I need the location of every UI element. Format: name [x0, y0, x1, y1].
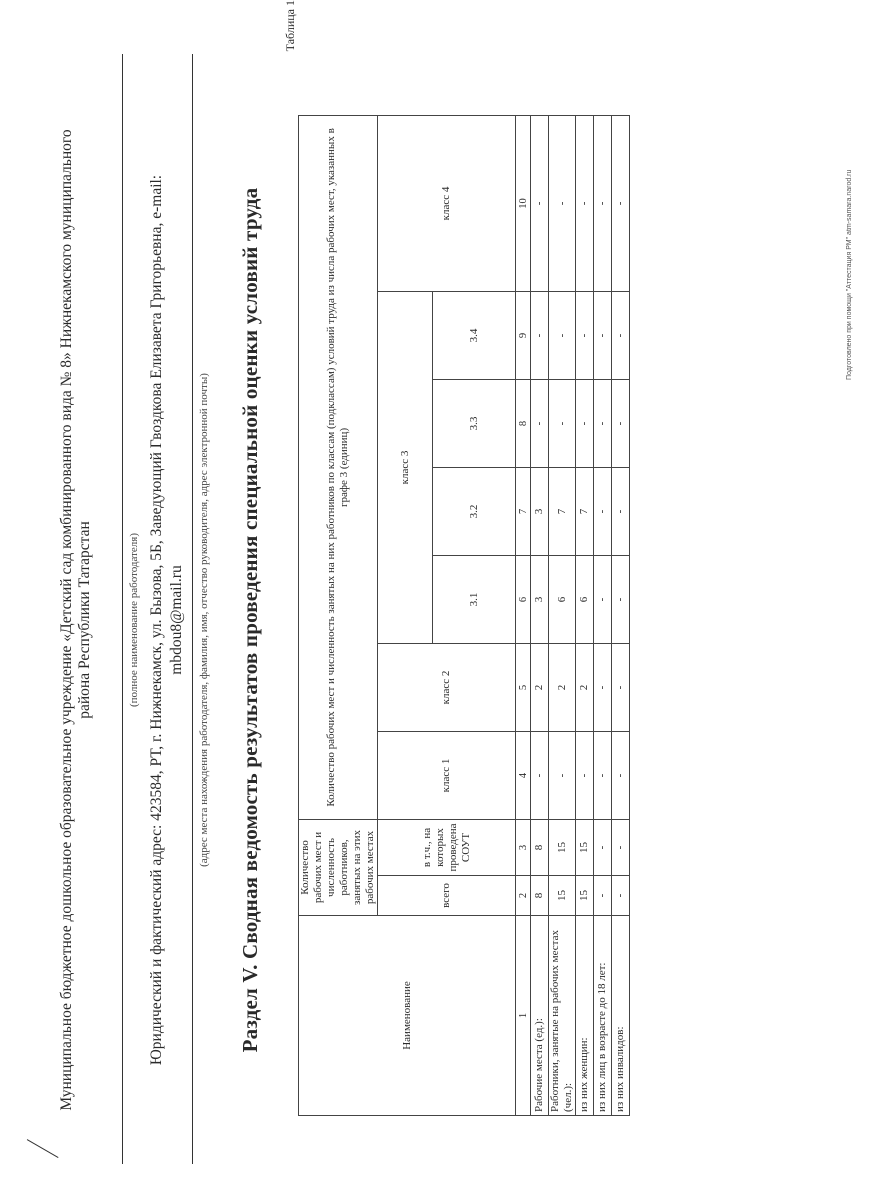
cell: - — [594, 379, 612, 467]
section-title: Раздел V. Сводная ведомость результатов проведения специальной оценки условий труда — [238, 187, 262, 1053]
table-row — [576, 115, 594, 1115]
cell: - — [594, 643, 612, 731]
header-class4: класс 4 — [378, 115, 516, 291]
cell: - — [531, 115, 549, 291]
cell: - — [576, 379, 594, 467]
cell: - — [594, 555, 612, 643]
cell: - — [531, 379, 549, 467]
cell: - — [594, 291, 612, 379]
cell: - — [612, 731, 630, 819]
org-name-line2: района Республики Татарстан — [76, 521, 93, 719]
header-sub34: 3.4 — [433, 291, 516, 379]
cell: - — [612, 555, 630, 643]
pen-mark — [27, 1139, 59, 1158]
cell: - — [612, 115, 630, 291]
header-count: Количество рабочих мест и численность работников, занятых на этих рабочих местах — [299, 819, 378, 915]
org-caption: (полное наименование работодателя) — [128, 532, 140, 708]
cell: 15 — [549, 876, 576, 916]
col-number: 8 — [516, 379, 531, 467]
header-classes: Количество рабочих мест и численность занятых на них работников по классам (подклассам) условий труда из числа рабочих мест, указанных в графе 3 (единиц) — [299, 115, 378, 819]
col-number: 2 — [516, 876, 531, 916]
cell: 7 — [549, 467, 576, 555]
header-name: Наименование — [299, 916, 516, 1116]
cell: - — [549, 115, 576, 291]
cell: 6 — [576, 555, 594, 643]
cell: - — [549, 731, 576, 819]
header-sub33: 3.3 — [433, 379, 516, 467]
cell: 6 — [549, 555, 576, 643]
row-label: Рабочие места (ед.): — [531, 916, 549, 1116]
cell: - — [612, 819, 630, 875]
cell: - — [594, 876, 612, 916]
col-number: 3 — [516, 819, 531, 875]
cell: - — [576, 115, 594, 291]
table-row — [594, 115, 612, 1115]
cell: - — [612, 643, 630, 731]
cell: 15 — [576, 819, 594, 875]
table-row — [549, 115, 576, 1115]
cell: - — [594, 115, 612, 291]
footer-credit: Подготовлено при помощи "Аттестация РМ" atm-samara.narod.ru — [846, 169, 853, 380]
cell: - — [612, 291, 630, 379]
summary-table — [298, 115, 630, 1116]
address-underline — [192, 54, 193, 1164]
header-class2: класс 2 — [378, 643, 516, 731]
cell: 7 — [576, 467, 594, 555]
cell: - — [576, 731, 594, 819]
cell: 15 — [576, 876, 594, 916]
cell: - — [549, 291, 576, 379]
header-sout: в т.ч., на которых проведена СОУТ — [378, 819, 516, 875]
cell: 3 — [531, 467, 549, 555]
address-line2: mbdou8@mail.ru — [168, 565, 185, 675]
org-underline — [122, 54, 123, 1164]
col-number: 6 — [516, 555, 531, 643]
row-label: из них инвалидов: — [612, 916, 630, 1116]
col-number: 1 — [516, 916, 531, 1116]
cell: 8 — [531, 819, 549, 875]
cell: - — [549, 379, 576, 467]
table-label: Таблица 1 — [283, 0, 297, 52]
address-line1: Юридический и фактический адрес: 423584, РТ, г. Нижнекамск, ул. Бызова, 5Б, Заведующий Гвоздкова Елизавета Григорьевна, e-mail: — [148, 174, 165, 1066]
header-class1: класс 1 — [378, 731, 516, 819]
org-name-line1: Муниципальное бюджетное дошкольное образовательное учреждение «Детский сад комбинированного вида № 8» Нижнекамского муниципального — [58, 129, 75, 1111]
header-sub32: 3.2 — [433, 467, 516, 555]
cell: 2 — [576, 643, 594, 731]
cell: - — [612, 467, 630, 555]
col-number: 9 — [516, 291, 531, 379]
cell: - — [576, 291, 594, 379]
col-number: 10 — [516, 115, 531, 291]
row-label: Работники, занятые на рабочих местах (чел.): — [549, 916, 576, 1116]
cell: 8 — [531, 876, 549, 916]
address-caption: (адрес места нахождения работодателя, фамилия, имя, отчество руководителя, адрес электронной почты) — [198, 373, 210, 867]
cell: - — [531, 731, 549, 819]
col-number: 7 — [516, 467, 531, 555]
header-class3: класс 3 — [378, 291, 433, 643]
row-label: из них лиц в возрасте до 18 лет: — [594, 916, 612, 1116]
cell: - — [594, 467, 612, 555]
cell: - — [612, 379, 630, 467]
header-total: всего — [378, 876, 516, 916]
header-sub31: 3.1 — [433, 555, 516, 643]
row-label: из них женщин: — [576, 916, 594, 1116]
cell: - — [612, 876, 630, 916]
table-row — [531, 115, 549, 1115]
cell: - — [531, 291, 549, 379]
cell: - — [594, 819, 612, 875]
cell: 3 — [531, 555, 549, 643]
col-number: 5 — [516, 643, 531, 731]
cell: 2 — [531, 643, 549, 731]
col-number: 4 — [516, 731, 531, 819]
table-row — [612, 115, 630, 1115]
cell: - — [594, 731, 612, 819]
cell: 15 — [549, 819, 576, 875]
cell: 2 — [549, 643, 576, 731]
